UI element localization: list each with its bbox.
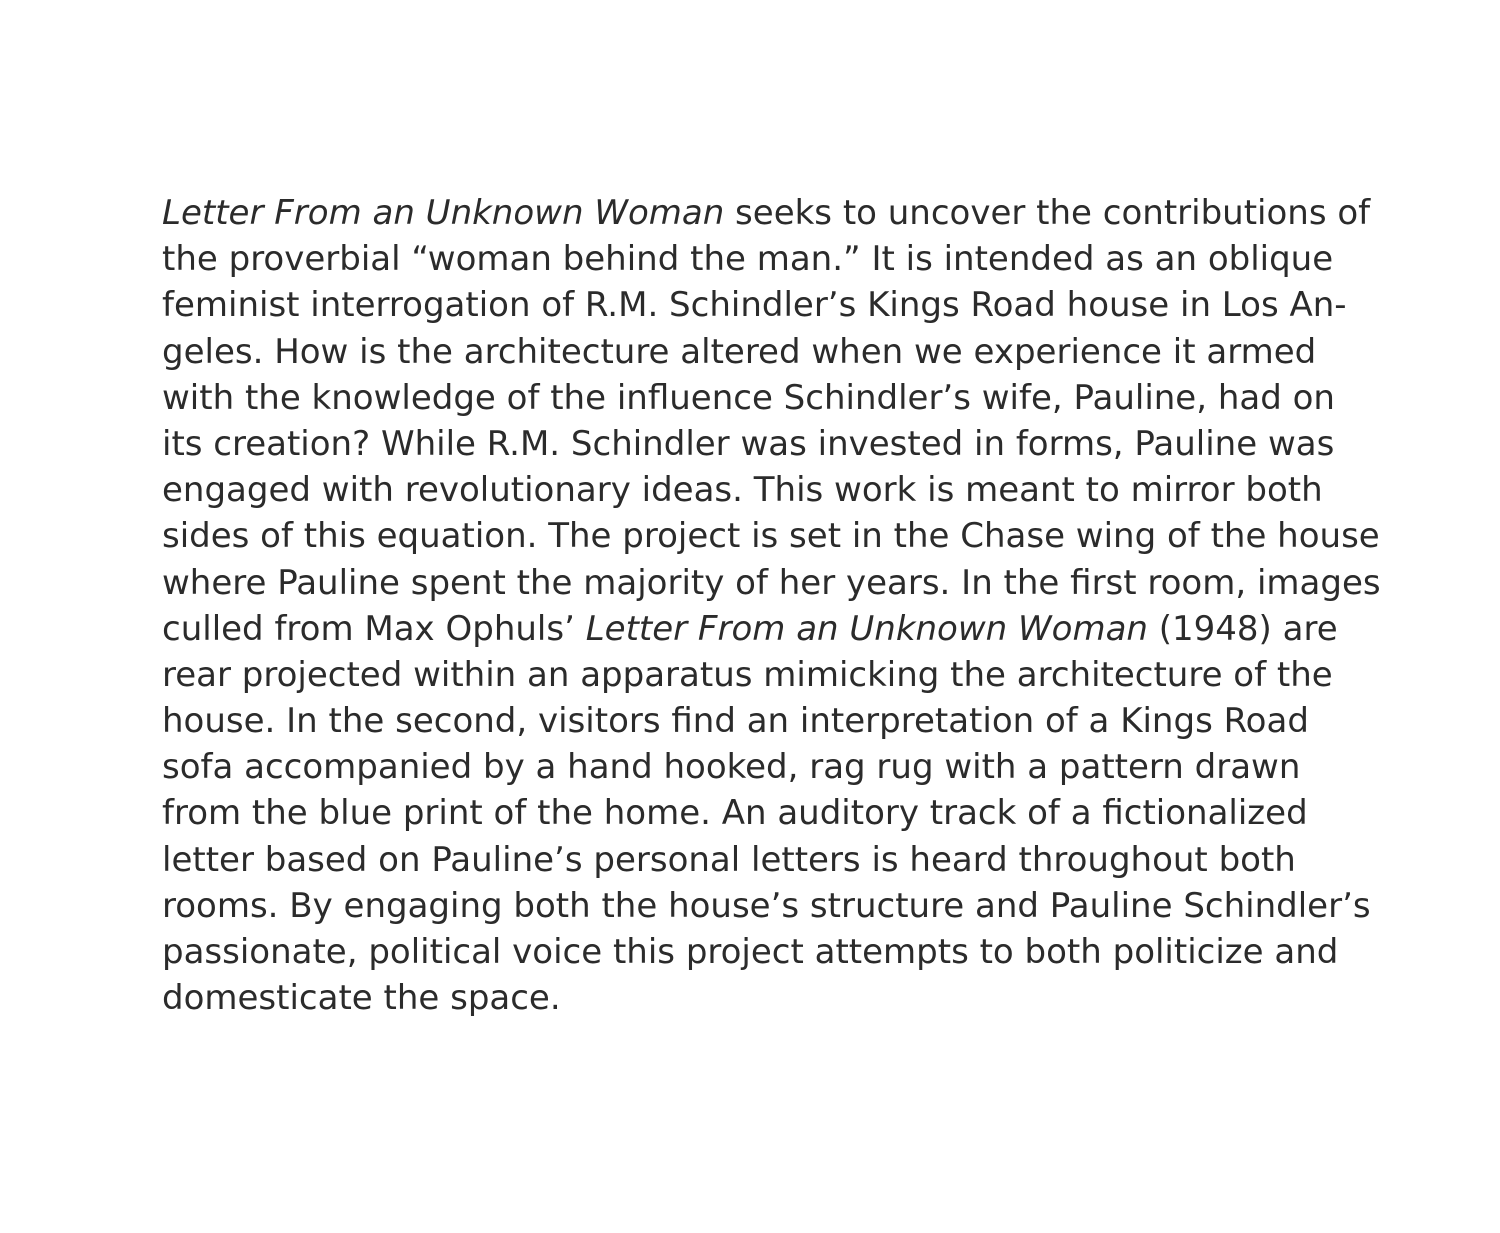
text-line [162, 236, 1422, 282]
film-title: Letter From an Unknown Woman [585, 608, 1148, 649]
text-line [162, 652, 1422, 698]
text-run: (1948) are [1147, 608, 1338, 649]
text-run: the proverbial “woman behind the man.” It is intended as an oblique [162, 239, 1334, 280]
body-paragraph [162, 190, 1422, 1021]
film-title: Letter From an Unknown Woman [162, 193, 725, 233]
text-line [162, 929, 1422, 975]
text-line [162, 375, 1422, 421]
text-run: from the blue print of the home. An auditory track of a fictionalized [162, 793, 1308, 834]
text-run: feminist interrogation of R.M. Schindler’s Kings Road house in Los An- [162, 285, 1347, 326]
text-run: letter based on Pauline’s personal letters is heard throughout both [162, 839, 1296, 880]
text-line [162, 837, 1422, 883]
text-line [162, 883, 1422, 929]
text-run: domesticate the space. [162, 978, 561, 1019]
text-line [162, 698, 1422, 744]
text-line [162, 790, 1422, 836]
text-line [162, 560, 1422, 606]
text-line [162, 513, 1422, 559]
text-run: its creation? While R.M. Schindler was invested in forms, Pauline was [162, 423, 1335, 464]
text-run: engaged with revolutionary ideas. This work is meant to mirror both [162, 470, 1323, 511]
text-run: culled from Max Ophuls’ [162, 608, 586, 649]
text-run: sides of this equation. The project is set in the Chase wing of the house [162, 516, 1380, 557]
text-run: rear projected within an apparatus mimicking the architecture of the [162, 654, 1333, 695]
text-line [162, 606, 1422, 652]
text-line [162, 467, 1422, 513]
text-line [162, 975, 1422, 1021]
text-run: house. In the second, visitors find an interpretation of a Kings Road [162, 701, 1309, 742]
text-line [162, 744, 1422, 790]
text-run: rooms. By engaging both the house’s structure and Pauline Schindler’s [162, 885, 1371, 926]
text-line [162, 282, 1422, 328]
text-run: with the knowledge of the influence Schindler’s wife, Pauline, had on [162, 377, 1335, 418]
text-line [162, 329, 1422, 375]
text-line [162, 190, 1422, 236]
text-run: sofa accompanied by a hand hooked, rag rug with a pattern drawn [162, 747, 1301, 788]
text-run: geles. How is the architecture altered when we experience it armed [162, 331, 1317, 372]
text-run: where Pauline spent the majority of her years. In the first room, images [162, 562, 1381, 603]
text-run: passionate, political voice this project attempts to both politicize and [162, 932, 1339, 972]
text-run: seeks to uncover the contributions of [724, 193, 1371, 233]
text-line [162, 421, 1422, 467]
